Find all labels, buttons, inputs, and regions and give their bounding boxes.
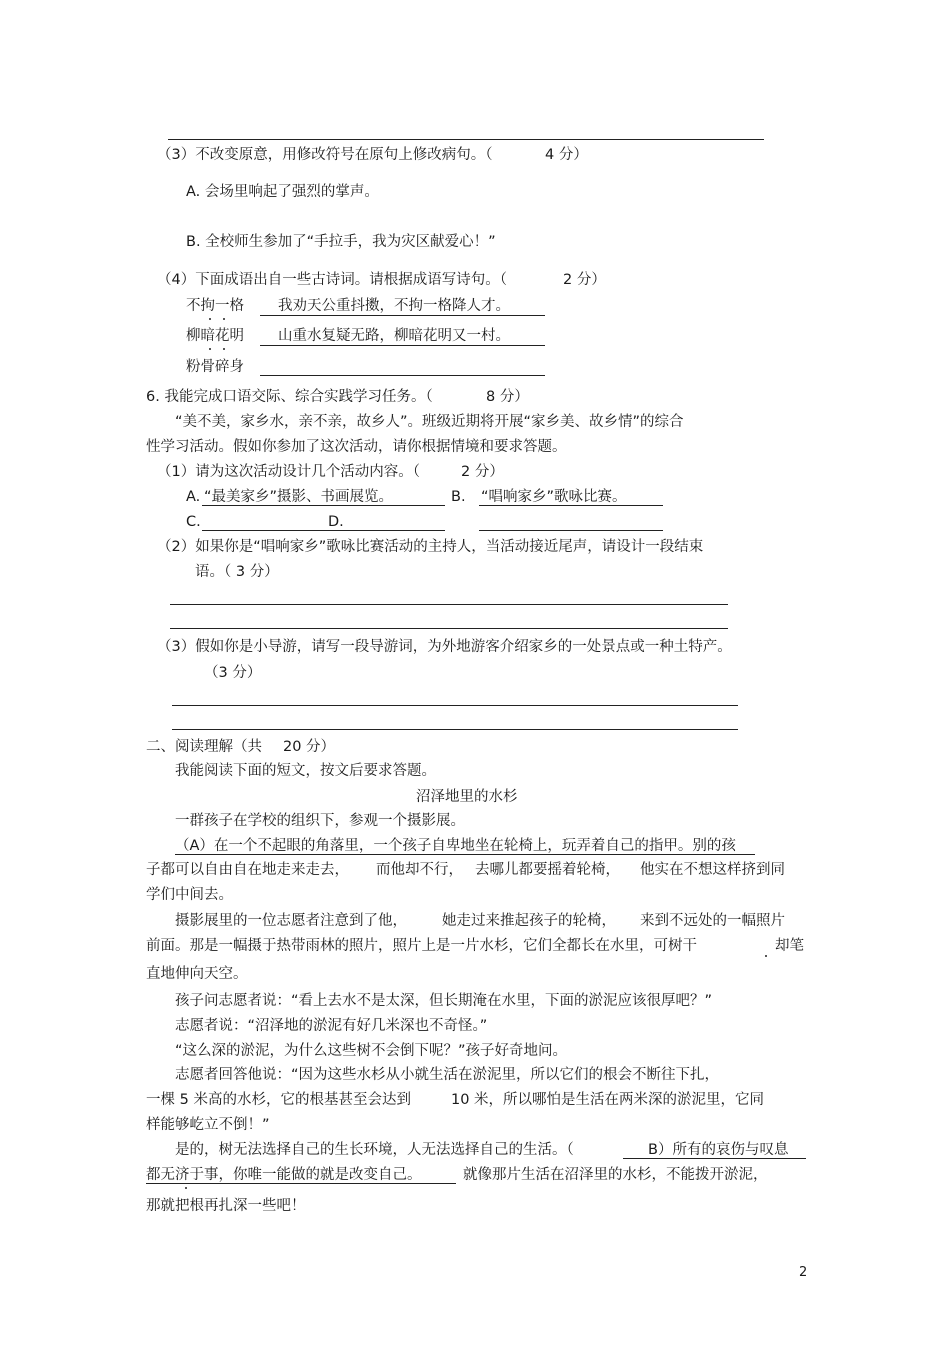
option-a-answer: “最美家乡”摄影、书画展览。 [204, 489, 394, 505]
answer-line [170, 628, 728, 629]
idiom-2-answer: 山重水复疑无路，柳暗花明又一村。 [278, 328, 510, 344]
dialogue-line: 一棵 5 米高的水杉，它的根基甚至会达到 [146, 1092, 411, 1108]
dialogue-line: 样能够屹立不倒！” [146, 1117, 270, 1133]
option-b-answer: “唱响家乡”歌咏比赛。 [481, 489, 627, 505]
dialogue-line: 志愿者说：“沼泽地的淤泥有好几米深也不奇怪。” [175, 1018, 488, 1034]
answer-line [479, 530, 663, 531]
q4-score: 2 分） [563, 272, 606, 288]
page-number: 2 [799, 1265, 808, 1280]
passage-line: 学们中间去。 [146, 887, 233, 903]
q6-title: 6. 我能完成口语交际、综合实践学习任务。（ [146, 389, 433, 405]
q6-score: 8 分） [486, 389, 529, 405]
passage-line: 是的，树无法选择自己的生长环境，人无法选择自己的生活。（ [175, 1142, 574, 1158]
emphasis-dot [185, 1187, 187, 1189]
passage-line: 子都可以自由自在地走来走去， [146, 862, 349, 878]
passage-line: 他实在不想这样挤到同 [640, 862, 785, 878]
option-c-label: C. [186, 514, 201, 530]
dialogue-line: 志愿者回答他说：“因为这些水杉从小就生活在淤泥里，所以它们的根会不断往下扎， [175, 1067, 720, 1083]
section-heading: 二、阅读理解（共 [146, 739, 262, 755]
reading-instruction: 我能阅读下面的短文，按文后要求答题。 [175, 763, 436, 779]
emphasis-dot [765, 955, 767, 957]
passage-title: 沼泽地里的水杉 [416, 789, 518, 805]
passage-line: 就像那片生活在沼泽里的水杉，不能拨开淤泥， [463, 1167, 768, 1183]
q6-p1-score: 2 分） [461, 464, 504, 480]
passage-line: 摄影展里的一位志愿者注意到了他， [175, 913, 407, 929]
underline-mark [175, 854, 755, 855]
idiom-1: 不拘一格 [186, 298, 244, 314]
dialogue-line: 10 米，所以哪怕是生活在两米深的淤泥里，它同 [451, 1092, 765, 1108]
passage-line: 前面。那是一幅摄于热带雨林的照片，照片上是一片水杉，它们全都长在水里，可树干 [146, 938, 697, 954]
passage-line: 直地伸向天空。 [146, 966, 248, 982]
dialogue-line: 孩子问志愿者说：“看上去水不是太深，但长期淹在水里，下面的淤泥应该很厚吧？” [175, 993, 713, 1009]
idiom-3: 粉骨碎身 [186, 359, 244, 375]
passage-line: 却笔 [775, 938, 804, 954]
passage-line: 她走过来推起孩子的轮椅， [442, 913, 616, 929]
q6-p2-line-1: （2）如果你是“唱响家乡”歌咏比赛活动的主持人，当活动接近尾声，请设计一段结束 [157, 539, 704, 555]
q3-item-b: B. 全校师生参加了“手拉手，我为灾区献爱心！” [186, 234, 496, 250]
passage-line: 而他却不行， [376, 862, 463, 878]
dialogue-line: “这么深的淤泥，为什么这些树不会倒下呢？”孩子好奇地问。 [175, 1043, 568, 1059]
answer-line [172, 729, 738, 730]
q6-intro-1: “美不美，家乡水，亲不亲，故乡人”。班级近期将开展“家乡美、故乡情”的综合 [175, 414, 684, 430]
q3-label: （3）不改变原意，用修改符号在原句上修改病句。（ [157, 147, 493, 163]
answer-line [170, 604, 728, 605]
passage-line: 去哪儿都要摇着轮椅， [475, 862, 620, 878]
q6-p1-label: （1）请为这次活动设计几个活动内容。（ [157, 464, 420, 480]
idiom-1-answer: 我劝天公重抖擞，不拘一格降人才。 [278, 298, 510, 314]
q6-p3-line-1: （3）假如你是小导游，请写一段导游词，为外地游客介绍家乡的一处景点或一种土特产。 [157, 639, 732, 655]
passage-line: B）所有的哀伤与叹息 [648, 1142, 789, 1158]
answer-line [260, 375, 545, 376]
q6-p2-line-2: 语。（ 3 分） [195, 564, 279, 580]
answer-line [260, 345, 545, 346]
answer-line [202, 530, 445, 531]
option-d-label: D. [328, 514, 344, 530]
passage-line: 都无济于事，你唯一能做的就是改变自己。 [146, 1167, 422, 1183]
passage-line: （A）在一个不起眼的角落里，一个孩子自卑地坐在轮椅上，玩弄着自己的指甲。别的孩 [175, 838, 736, 854]
passage-line: 来到不远处的一幅照片 [640, 913, 785, 929]
underline-mark [623, 1158, 806, 1159]
answer-line [172, 705, 738, 706]
answer-line [479, 505, 663, 506]
q3-item-a: A. 会场里响起了强烈的掌声。 [186, 184, 379, 200]
option-b-label: B. [451, 489, 466, 505]
answer-line [202, 505, 445, 506]
answer-line [168, 139, 764, 140]
q6-p3-line-2: （3 分） [204, 665, 262, 681]
q6-intro-2: 性学习活动。假如你参加了这次活动，请你根据情境和要求答题。 [146, 439, 567, 455]
q4-label: （4）下面成语出自一些古诗词。请根据成语写诗句。（ [157, 272, 507, 288]
answer-line [260, 315, 545, 316]
q3-score: 4 分） [545, 147, 588, 163]
idiom-2: 柳暗花明 [186, 328, 244, 344]
passage-line: 那就把根再扎深一些吧！ [146, 1198, 306, 1214]
option-a-label: A. [186, 489, 201, 505]
passage-paragraph: 一群孩子在学校的组织下，参观一个摄影展。 [175, 813, 465, 829]
section-heading-score: 20 分） [283, 739, 336, 755]
underline-mark [146, 1183, 456, 1184]
